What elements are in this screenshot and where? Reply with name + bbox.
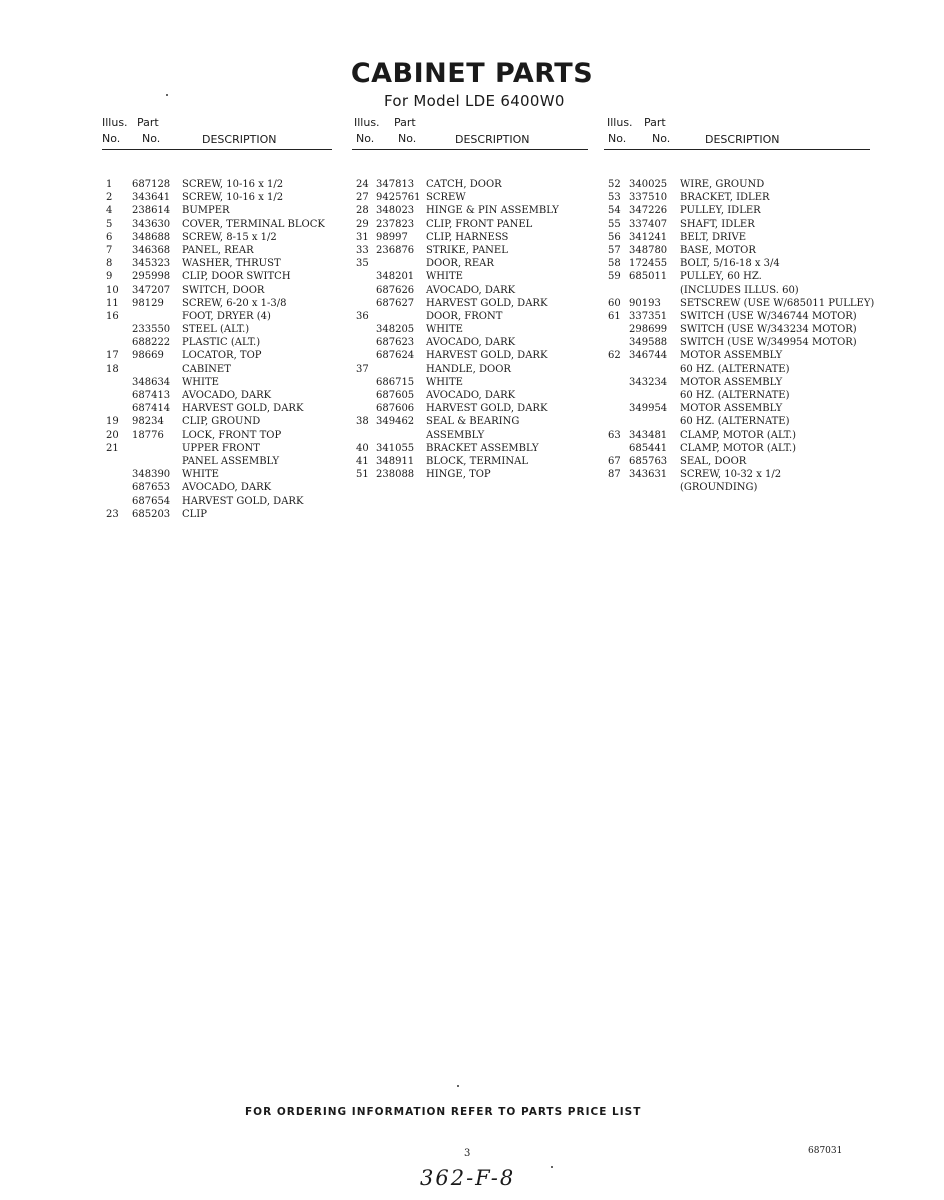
part-description: SCREW, 10-32 x 1/2: [680, 469, 782, 481]
header-description: DESCRIPTION: [705, 133, 780, 146]
part-description: STRIKE, PANEL: [426, 244, 508, 256]
part-description: PANEL ASSEMBLY: [182, 455, 280, 467]
header-description: DESCRIPTION: [455, 133, 530, 146]
illus-no: 8: [106, 258, 113, 270]
table-row: [102, 218, 332, 231]
table-row: [102, 442, 332, 455]
table-row: [102, 178, 332, 191]
part-description: BASE, MOTOR: [680, 244, 756, 256]
part-description: HANDLE, DOOR: [426, 363, 511, 375]
parts-column-1: [102, 116, 332, 521]
table-row: [604, 231, 870, 244]
header-part-no: No.: [142, 132, 161, 145]
part-no: 18776: [132, 429, 164, 441]
part-no: 337351: [629, 310, 668, 322]
table-row: [604, 310, 870, 323]
part-no: 233550: [132, 324, 171, 336]
column-header: [604, 116, 870, 151]
part-no: 341241: [629, 231, 668, 243]
part-description: CATCH, DOOR: [426, 179, 502, 190]
document-number: 687031: [808, 1146, 843, 1156]
table-row: [102, 376, 332, 389]
part-description: WHITE: [426, 271, 463, 283]
part-no: 343234: [629, 376, 668, 388]
table-row: [604, 218, 870, 231]
illus-no: 41: [356, 455, 369, 467]
part-description: UPPER FRONT: [182, 442, 260, 454]
header-rule: [604, 149, 870, 150]
part-no: 340025: [629, 179, 668, 190]
part-no: 337510: [629, 192, 668, 204]
table-row: [102, 204, 332, 217]
part-no: 343641: [132, 192, 171, 204]
illus-no: 51: [356, 469, 369, 481]
illus-no: 11: [106, 297, 119, 309]
illus-no: 33: [356, 244, 369, 256]
part-description: WHITE: [182, 469, 219, 481]
part-description: CLIP, HARNESS: [426, 231, 509, 243]
part-description: HARVEST GOLD, DARK: [182, 495, 304, 507]
illus-no: 57: [608, 244, 621, 256]
part-description: BELT, DRIVE: [680, 231, 747, 243]
table-row: [604, 257, 870, 270]
table-row: [102, 257, 332, 270]
header-part-no: No.: [652, 132, 671, 145]
illus-no: 23: [106, 508, 119, 520]
illus-no: 87: [608, 469, 621, 481]
table-row: [102, 481, 332, 494]
column-header: [102, 116, 332, 151]
part-no: 238614: [132, 205, 171, 217]
table-row: [352, 402, 588, 415]
part-description: PULLEY, 60 HZ.: [680, 271, 762, 283]
table-row: [352, 389, 588, 402]
page-subtitle: For Model LDE 6400W0: [384, 92, 565, 110]
part-description: 60 HZ. (ALTERNATE): [680, 363, 790, 375]
illus-no: 4: [106, 205, 113, 217]
part-description: MOTOR ASSEMBLY: [680, 350, 783, 362]
table-row: [102, 297, 332, 310]
part-no: 687605: [376, 390, 415, 401]
table-row: [102, 231, 332, 244]
table-row: [102, 244, 332, 257]
illus-no: 63: [608, 429, 621, 441]
table-row: [604, 349, 870, 362]
illus-no: 24: [356, 179, 369, 190]
part-no: 348688: [132, 231, 171, 243]
table-row: [352, 310, 588, 323]
header-rule: [102, 149, 332, 150]
part-no: 687624: [376, 350, 415, 362]
table-row: [352, 363, 588, 376]
part-description: SWITCH (USE W/346744 MOTOR): [680, 310, 857, 322]
part-description: (INCLUDES ILLUS. 60): [680, 284, 799, 296]
table-row: [352, 349, 588, 362]
header-description: DESCRIPTION: [202, 133, 277, 146]
part-no: 345323: [132, 258, 171, 270]
part-description: HARVEST GOLD, DARK: [426, 297, 548, 309]
part-description: CLIP, GROUND: [182, 416, 261, 428]
part-no: 236876: [376, 244, 415, 256]
part-no: 349954: [629, 403, 668, 415]
part-description: BUMPER: [182, 205, 230, 217]
table-row: [604, 376, 870, 389]
table-row: [604, 270, 870, 283]
part-no: 341055: [376, 442, 415, 454]
part-no: 346744: [629, 350, 668, 362]
part-description: BRACKET, IDLER: [680, 192, 770, 204]
part-description: AVOCADO, DARK: [182, 482, 272, 494]
illus-no: 7: [106, 244, 113, 256]
part-no: 348780: [629, 244, 668, 256]
column-header: [352, 116, 588, 151]
part-description: CLIP: [182, 508, 207, 520]
part-no: 685441: [629, 442, 668, 454]
part-description: FOOT, DRYER (4): [182, 310, 271, 322]
part-no: 686715: [376, 376, 415, 388]
part-description: 60 HZ. (ALTERNATE): [680, 416, 790, 428]
illus-no: 54: [608, 205, 621, 217]
table-row: [604, 455, 870, 468]
parts-list: [102, 178, 332, 521]
table-row: [352, 297, 588, 310]
illus-no: 52: [608, 179, 621, 190]
part-no: 349462: [376, 416, 415, 428]
illus-no: 38: [356, 416, 369, 428]
illus-no: 10: [106, 284, 119, 296]
table-row: [102, 402, 332, 415]
header-part: Part: [644, 116, 666, 129]
header-illus: Illus.: [102, 116, 128, 129]
part-no: 348023: [376, 205, 415, 217]
page-number: 3: [464, 1148, 471, 1159]
illus-no: 56: [608, 231, 621, 243]
table-row: [352, 415, 588, 428]
illus-no: 35: [356, 258, 369, 270]
header-part: Part: [394, 116, 416, 129]
illus-no: 5: [106, 218, 113, 230]
illus-no: 37: [356, 363, 369, 375]
part-description: SEAL & BEARING: [426, 416, 520, 428]
part-no: 687128: [132, 179, 171, 190]
part-no: 343631: [629, 469, 668, 481]
part-description: CLAMP, MOTOR (ALT.): [680, 429, 797, 441]
scan-speck: [166, 94, 168, 96]
table-row: [604, 204, 870, 217]
part-description: CLIP, FRONT PANEL: [426, 218, 533, 230]
part-no: 685011: [629, 271, 668, 283]
illus-no: 1: [106, 179, 113, 190]
part-description: WHITE: [182, 376, 219, 388]
part-no: 238088: [376, 469, 415, 481]
part-description: MOTOR ASSEMBLY: [680, 403, 783, 415]
illus-no: 6: [106, 231, 113, 243]
table-row: [352, 336, 588, 349]
part-description: HINGE, TOP: [426, 469, 491, 481]
part-description: SEAL, DOOR: [680, 455, 747, 467]
illus-no: 67: [608, 455, 621, 467]
part-description: AVOCADO, DARK: [426, 390, 516, 401]
part-description: LOCATOR, TOP: [182, 350, 262, 362]
table-row: [604, 468, 870, 481]
illus-no: 40: [356, 442, 369, 454]
table-row: [102, 323, 332, 336]
part-no: 687653: [132, 482, 171, 494]
illus-no: 21: [106, 442, 119, 454]
table-row: [102, 284, 332, 297]
table-row: [352, 270, 588, 283]
header-illus: Illus.: [354, 116, 380, 129]
part-description: COVER, TERMINAL BLOCK: [182, 218, 325, 230]
illus-no: 19: [106, 416, 119, 428]
part-no: 687606: [376, 403, 415, 415]
part-description: PANEL, REAR: [182, 244, 254, 256]
table-row: [102, 429, 332, 442]
part-no: 337407: [629, 218, 668, 230]
part-description: SWITCH (USE W/343234 MOTOR): [680, 324, 857, 336]
table-row: [604, 442, 870, 455]
part-description: HARVEST GOLD, DARK: [182, 403, 304, 415]
part-no: 687654: [132, 495, 171, 507]
table-row: [604, 244, 870, 257]
table-row: [604, 415, 870, 428]
part-description: ASSEMBLY: [426, 429, 485, 441]
part-no: 687627: [376, 297, 415, 309]
part-description: AVOCADO, DARK: [426, 284, 516, 296]
illus-no: 58: [608, 258, 621, 270]
illus-no: 61: [608, 310, 621, 322]
illus-no: 31: [356, 231, 369, 243]
table-row: [604, 178, 870, 191]
part-no: 349588: [629, 337, 668, 349]
part-description: SETSCREW (USE W/685011 PULLEY): [680, 297, 875, 309]
part-description: SWITCH (USE W/349954 MOTOR): [680, 337, 857, 349]
part-description: WHITE: [426, 324, 463, 336]
table-row: [102, 336, 332, 349]
table-row: [604, 323, 870, 336]
part-description: HARVEST GOLD, DARK: [426, 350, 548, 362]
part-description: HARVEST GOLD, DARK: [426, 403, 548, 415]
table-row: [604, 336, 870, 349]
table-row: [604, 389, 870, 402]
table-row: [352, 204, 588, 217]
illus-no: 55: [608, 218, 621, 230]
table-row: [102, 349, 332, 362]
part-description: SCREW, 6-20 x 1-3/8: [182, 297, 287, 309]
part-no: 346368: [132, 244, 171, 256]
table-row: [102, 310, 332, 323]
table-row: [102, 468, 332, 481]
part-description: BRACKET ASSEMBLY: [426, 442, 539, 454]
part-description: STEEL (ALT.): [182, 324, 250, 336]
part-no: 685203: [132, 508, 171, 520]
table-row: [352, 376, 588, 389]
parts-column-2: [352, 116, 588, 481]
part-description: SCREW, 8-15 x 1/2: [182, 231, 277, 243]
illus-no: 62: [608, 350, 621, 362]
part-description: SWITCH, DOOR: [182, 284, 265, 296]
part-description: HINGE & PIN ASSEMBLY: [426, 205, 559, 217]
part-description: AVOCADO, DARK: [426, 337, 516, 349]
page-title: CABINET PARTS: [350, 58, 594, 89]
ordering-info-footer: FOR ORDERING INFORMATION REFER TO PARTS PRICE LIST: [245, 1106, 642, 1118]
part-description: BLOCK, TERMINAL: [426, 455, 528, 467]
part-no: 298699: [629, 324, 668, 336]
part-description: AVOCADO, DARK: [182, 390, 272, 401]
header-illus: Illus.: [607, 116, 633, 129]
part-no: 348911: [376, 455, 415, 467]
part-no: 688222: [132, 337, 171, 349]
table-row: [604, 481, 870, 494]
part-no: 343481: [629, 429, 668, 441]
illus-no: 27: [356, 192, 369, 204]
part-description: PLASTIC (ALT.): [182, 337, 261, 349]
part-no: 687414: [132, 403, 171, 415]
part-description: CLAMP, MOTOR (ALT.): [680, 442, 797, 454]
table-row: [604, 297, 875, 310]
table-row: [352, 218, 588, 231]
part-description: WIRE, GROUND: [680, 179, 765, 190]
parts-column-3: [604, 116, 875, 495]
part-description: SHAFT, IDLER: [680, 218, 755, 230]
table-row: [604, 191, 870, 204]
table-row: [102, 363, 332, 376]
illus-no: 59: [608, 271, 621, 283]
table-row: [352, 231, 588, 244]
part-no: 348390: [132, 469, 171, 481]
part-no: 237823: [376, 218, 415, 230]
illus-no: 60: [608, 297, 621, 309]
table-row: [352, 284, 588, 297]
part-no: 348634: [132, 376, 171, 388]
table-row: [604, 363, 870, 376]
part-no: 172455: [629, 258, 668, 270]
part-description: (GROUNDING): [680, 482, 758, 494]
table-row: [102, 191, 332, 204]
header-part: Part: [137, 116, 159, 129]
part-no: 98997: [376, 231, 408, 243]
part-no: 343630: [132, 218, 171, 230]
part-description: SCREW: [426, 192, 466, 204]
part-no: 685763: [629, 455, 668, 467]
header-part-no: No.: [398, 132, 417, 145]
table-row: [102, 270, 332, 283]
part-description: 60 HZ. (ALTERNATE): [680, 390, 790, 401]
table-row: [352, 323, 588, 336]
part-no: 90193: [629, 297, 661, 309]
header-illus-no: No.: [608, 132, 627, 145]
illus-no: 53: [608, 192, 621, 204]
table-row: [102, 455, 332, 468]
part-no: 348205: [376, 324, 415, 336]
table-row: [352, 455, 588, 468]
handwritten-note: 362-F-8: [420, 1166, 516, 1190]
table-row: [352, 191, 588, 204]
part-description: SCREW, 10-16 x 1/2: [182, 192, 284, 204]
part-no: 347226: [629, 205, 668, 217]
table-row: [102, 495, 332, 508]
table-row: [604, 429, 870, 442]
table-row: [352, 257, 588, 270]
scan-speck: [457, 1085, 459, 1087]
part-no: 98669: [132, 350, 164, 362]
part-description: MOTOR ASSEMBLY: [680, 376, 783, 388]
table-row: [352, 178, 588, 191]
part-no: 9425761: [376, 192, 421, 204]
illus-no: 29: [356, 218, 369, 230]
table-row: [352, 468, 588, 481]
table-row: [352, 429, 588, 442]
table-row: [604, 402, 870, 415]
scan-speck: [551, 1166, 553, 1168]
part-no: 347813: [376, 179, 415, 190]
part-description: PULLEY, IDLER: [680, 205, 761, 217]
part-description: CLIP, DOOR SWITCH: [182, 271, 291, 283]
table-row: [604, 284, 870, 297]
part-description: CABINET: [182, 363, 231, 375]
illus-no: 2: [106, 192, 113, 204]
part-description: WASHER, THRUST: [182, 258, 281, 270]
part-description: LOCK, FRONT TOP: [182, 429, 282, 441]
part-no: 98234: [132, 416, 164, 428]
table-row: [352, 244, 588, 257]
illus-no: 36: [356, 310, 369, 322]
part-no: 687623: [376, 337, 415, 349]
part-no: 347207: [132, 284, 171, 296]
part-description: DOOR, FRONT: [426, 310, 503, 322]
header-illus-no: No.: [102, 132, 121, 145]
part-description: BOLT, 5/16-18 x 3/4: [680, 258, 780, 270]
illus-no: 18: [106, 363, 119, 375]
header-rule: [352, 149, 588, 150]
part-no: 98129: [132, 297, 164, 309]
parts-list: [352, 178, 588, 481]
header-illus-no: No.: [356, 132, 375, 145]
table-row: [102, 508, 332, 521]
table-row: [102, 389, 332, 402]
part-no: 348201: [376, 271, 415, 283]
illus-no: 16: [106, 310, 119, 322]
table-row: [352, 442, 588, 455]
illus-no: 20: [106, 429, 119, 441]
part-description: DOOR, REAR: [426, 258, 494, 270]
parts-list: [604, 178, 875, 495]
part-no: 687413: [132, 390, 171, 401]
part-no: 687626: [376, 284, 415, 296]
part-no: 295998: [132, 271, 171, 283]
table-row: [102, 415, 332, 428]
illus-no: 17: [106, 350, 119, 362]
illus-no: 28: [356, 205, 369, 217]
illus-no: 9: [106, 271, 113, 283]
part-description: WHITE: [426, 376, 463, 388]
part-description: SCREW, 10-16 x 1/2: [182, 179, 284, 190]
